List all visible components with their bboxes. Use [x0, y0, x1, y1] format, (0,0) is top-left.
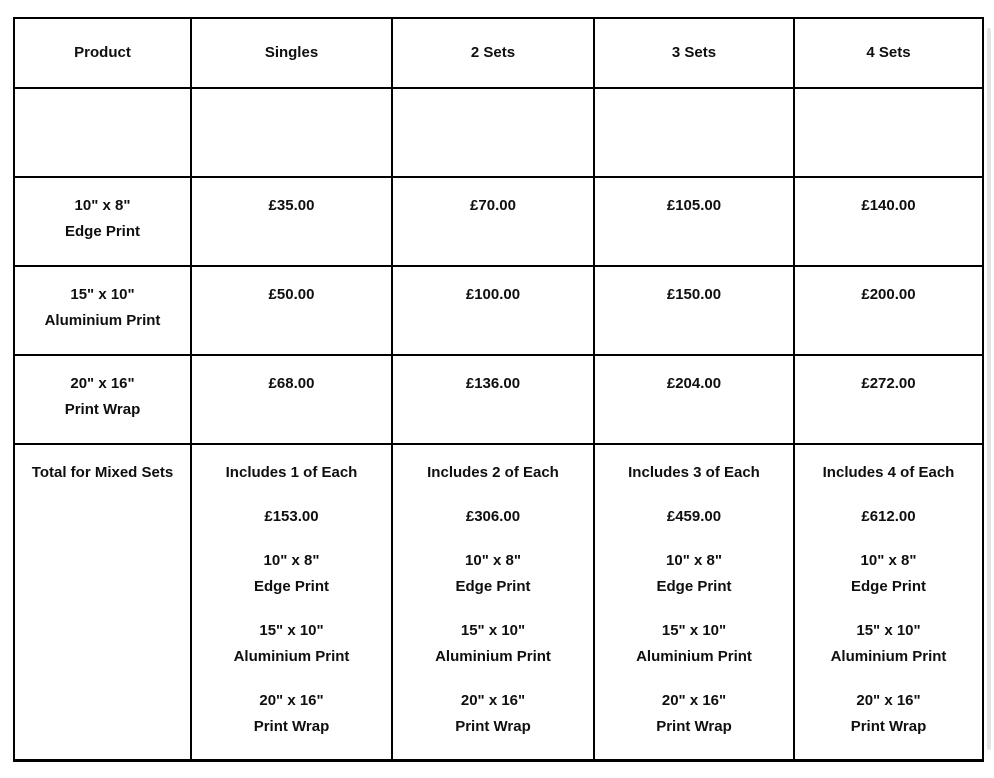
- mixed-includes: Includes 1 of Each: [225, 464, 358, 481]
- mixed-item: [801, 548, 976, 600]
- right-edge-shadow: [987, 28, 991, 750]
- empty-cell: [191, 88, 392, 177]
- item-size: 20" x 16": [460, 692, 526, 709]
- mixed-set-cell-1: [191, 444, 392, 760]
- mixed-total: £306.00: [465, 508, 521, 525]
- price-cell: £204.00: [594, 355, 794, 444]
- pricing-table: [13, 17, 984, 762]
- price-cell: £35.00: [191, 177, 392, 266]
- mixed-item: [399, 688, 587, 740]
- header-4-sets: 4 Sets: [794, 18, 983, 88]
- item-size: 10" x 8": [465, 552, 521, 569]
- mixed-item: [801, 618, 976, 670]
- item-size: 15" x 10": [661, 622, 727, 639]
- header-row: [14, 18, 983, 88]
- price-cell: £70.00: [392, 177, 594, 266]
- item-type: Edge Print: [455, 578, 531, 595]
- item-type: Aluminium Print: [636, 648, 752, 665]
- product-row-print-wrap: [14, 355, 983, 444]
- product-type: Print Wrap: [64, 401, 141, 418]
- product-type: Edge Print: [64, 223, 140, 240]
- mixed-item: [601, 548, 787, 600]
- mixed-total: £153.00: [264, 508, 319, 525]
- item-type: Print Wrap: [850, 718, 927, 735]
- mixed-sets-row: [14, 444, 983, 760]
- item-type: Edge Print: [253, 578, 329, 595]
- product-size: 20" x 16": [70, 375, 135, 392]
- item-size: 20" x 16": [856, 692, 921, 709]
- price-cell: £150.00: [594, 266, 794, 355]
- item-size: 10" x 8": [860, 552, 917, 569]
- item-size: 15" x 10": [856, 622, 921, 639]
- mixed-set-cell-2: [392, 444, 594, 760]
- price-cell: £272.00: [794, 355, 983, 444]
- product-size: 15" x 10": [70, 286, 135, 303]
- header-3-sets: 3 Sets: [594, 18, 794, 88]
- header-singles: Singles: [191, 18, 392, 88]
- price-cell: £100.00: [392, 266, 594, 355]
- price-cell: £68.00: [191, 355, 392, 444]
- mixed-total: £612.00: [861, 508, 916, 525]
- mixed-item: [399, 548, 587, 600]
- mixed-total: £459.00: [666, 508, 722, 525]
- item-type: Print Wrap: [656, 718, 732, 735]
- item-size: 15" x 10": [460, 622, 526, 639]
- price-cell: £200.00: [794, 266, 983, 355]
- product-name-cell: [14, 355, 191, 444]
- mixed-set-cell-3: [594, 444, 794, 760]
- price-cell: £140.00: [794, 177, 983, 266]
- mixed-item: [198, 618, 385, 670]
- item-type: Print Wrap: [455, 718, 531, 735]
- product-size: 10" x 8": [74, 197, 131, 214]
- mixed-includes: Includes 2 of Each: [427, 464, 559, 481]
- item-size: 10" x 8": [263, 552, 320, 569]
- product-name-cell: [14, 266, 191, 355]
- mixed-item: [399, 618, 587, 670]
- mixed-item: [601, 688, 787, 740]
- empty-cell: [392, 88, 594, 177]
- item-type: Edge Print: [656, 578, 732, 595]
- mixed-sets-label-cell: Total for Mixed Sets: [14, 444, 191, 760]
- item-size: 10" x 8": [666, 552, 722, 569]
- header-product: Product: [14, 18, 191, 88]
- mixed-item: [198, 688, 385, 740]
- item-size: 15" x 10": [259, 622, 324, 639]
- mixed-includes: Includes 3 of Each: [628, 464, 760, 481]
- product-type: Aluminium Print: [44, 312, 161, 329]
- mixed-includes: Includes 4 of Each: [822, 464, 955, 481]
- empty-cell: [594, 88, 794, 177]
- empty-row: [14, 88, 983, 177]
- mixed-item: [198, 548, 385, 600]
- price-cell: £50.00: [191, 266, 392, 355]
- mixed-item: [801, 688, 976, 740]
- mixed-item: [601, 618, 787, 670]
- price-cell: £105.00: [594, 177, 794, 266]
- item-type: Aluminium Print: [435, 648, 551, 665]
- mixed-set-cell-4: [794, 444, 983, 760]
- item-type: Aluminium Print: [830, 648, 947, 665]
- price-cell: £136.00: [392, 355, 594, 444]
- product-name-cell: [14, 177, 191, 266]
- product-row-aluminium-print: [14, 266, 983, 355]
- item-type: Edge Print: [850, 578, 926, 595]
- empty-cell: [794, 88, 983, 177]
- empty-cell: [14, 88, 191, 177]
- header-2-sets: 2 Sets: [392, 18, 594, 88]
- item-type: Aluminium Print: [233, 648, 350, 665]
- product-row-edge-print: [14, 177, 983, 266]
- item-size: 20" x 16": [259, 692, 324, 709]
- item-size: 20" x 16": [661, 692, 727, 709]
- item-type: Print Wrap: [253, 718, 330, 735]
